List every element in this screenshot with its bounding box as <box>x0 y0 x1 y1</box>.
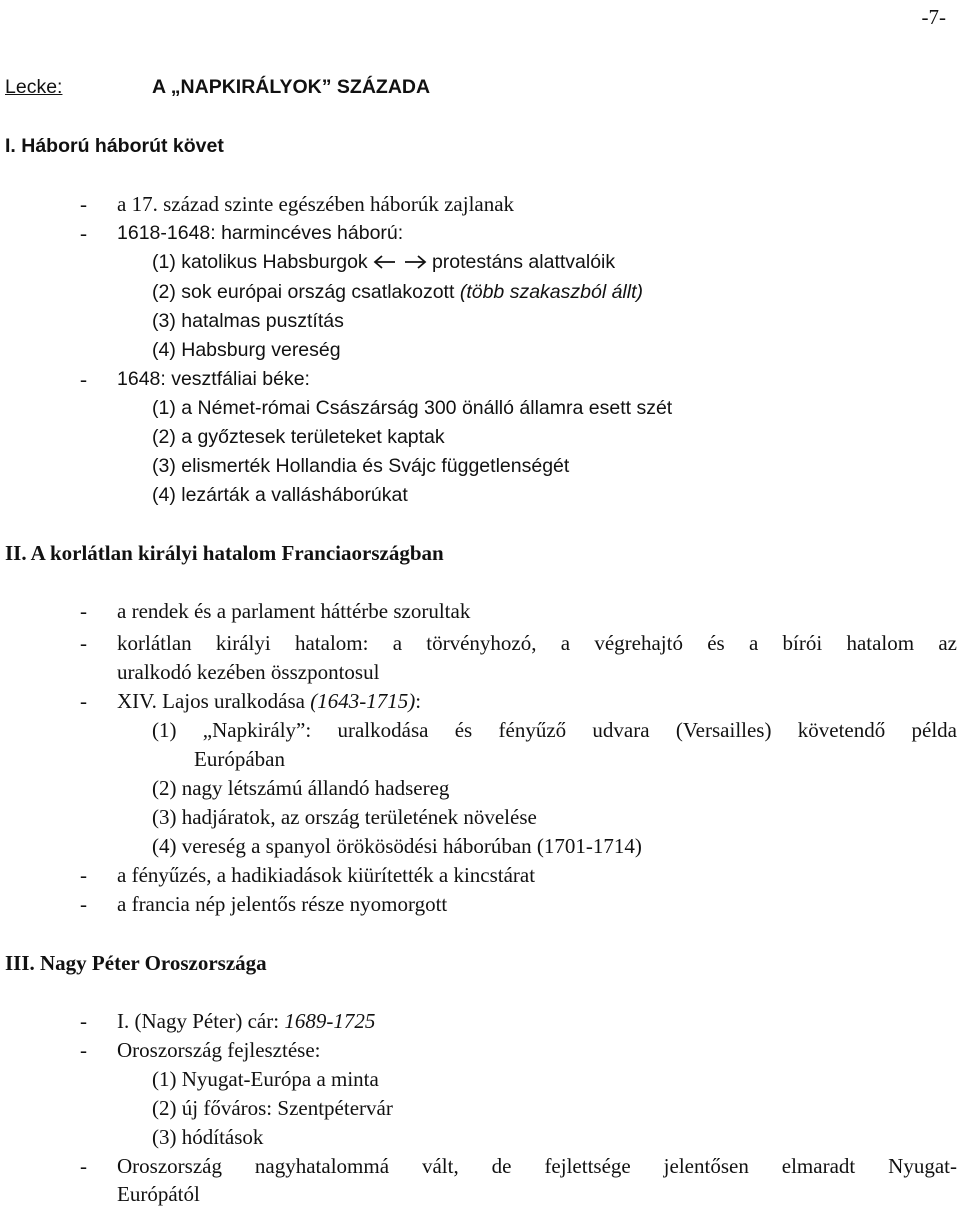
left-arrow-icon <box>373 255 397 269</box>
bullet-text: a 17. század szinte egészében háborúk zajlanak <box>117 192 515 216</box>
list-item: (1) a Német-római Császárság 300 önálló államra esett szét <box>152 397 673 419</box>
list-item: (3) hódítások <box>152 1125 264 1149</box>
right-arrow-icon <box>403 255 427 269</box>
list-item: (2) új főváros: Szentpétervár <box>152 1096 393 1120</box>
list-item <box>152 249 615 275</box>
bullet-text: korlátlan királyi hatalom: a törvényhozó, a végrehajtó és a bírói hatalom az <box>117 631 957 655</box>
list-item: (2) nagy létszámú állandó hadsereg <box>152 776 450 800</box>
section-1-heading: I. Háború háborút követ <box>5 135 224 157</box>
bullet-text: 1648: vesztfáliai béke: <box>117 368 310 390</box>
section-2-heading: II. A korlátlan királyi hatalom Franciaországban <box>5 541 444 565</box>
bullet-text: a fényűzés, a hadikiadások kiürítették a kincstárat <box>117 863 536 887</box>
bullet-item: - <box>80 1154 87 1178</box>
bullet-text: Oroszország nagyhatalommá vált, de fejlettsége jelentősen elmaradt Nyugat- <box>117 1154 957 1178</box>
list-item-text: (1) katolikus Habsburgok <box>152 251 368 273</box>
lesson-title: A „NAPKIRÁLYOK” SZÁZADA <box>152 76 431 98</box>
bullet-item: - <box>80 689 87 713</box>
page-number: -7- <box>921 5 946 29</box>
list-item: (2) a győztesek területeket kaptak <box>152 426 445 448</box>
bullet-item: - <box>80 631 87 655</box>
reign-dates: (1643-1715) <box>310 689 416 713</box>
list-item: (4) vereség a spanyol örökösödési háborúban (1701-1714) <box>152 834 642 858</box>
list-item-text: protestáns alattvalóik <box>431 251 616 273</box>
list-item-note: (több szakaszból állt) <box>459 281 643 303</box>
bullet-text: a rendek és a parlament háttérbe szorultak <box>117 599 471 623</box>
bullet-text <box>117 688 421 714</box>
bullet-text <box>117 1008 375 1034</box>
bullet-item: - <box>80 367 87 391</box>
bullet-text: a francia nép jelentős része nyomorgott <box>117 892 448 916</box>
list-item: (4) lezárták a vallásháborúkat <box>152 484 408 506</box>
colon: : <box>415 689 422 713</box>
bullet-text: Oroszország fejlesztése: <box>117 1038 321 1062</box>
list-item: (4) Habsburg vereség <box>152 339 341 361</box>
bullet-text-continued: Európától <box>117 1182 200 1206</box>
list-item: (3) hatalmas pusztítás <box>152 310 344 332</box>
section-3-heading: III. Nagy Péter Oroszországa <box>5 951 267 975</box>
list-item-text: (2) sok európai ország csatlakozott <box>152 281 455 303</box>
list-item: (3) elismerték Hollandia és Svájc függetlenségét <box>152 455 570 477</box>
bullet-text-main: XIV. Lajos uralkodása <box>117 689 305 713</box>
bullet-item: - <box>80 599 87 623</box>
reign-dates: 1689-1725 <box>284 1009 376 1033</box>
bullet-item: - <box>80 892 87 916</box>
list-item <box>152 279 643 305</box>
list-item: (1) „Napkirály”: uralkodása és fényűző udvara (Versailles) követendő példa <box>152 718 957 742</box>
bullet-item: - <box>80 1038 87 1062</box>
bullet-item: - <box>80 221 87 245</box>
list-item: (1) Nyugat-Európa a minta <box>152 1067 379 1091</box>
bullet-text-main: I. (Nagy Péter) cár: <box>117 1009 280 1033</box>
bullet-text: 1618-1648: harmincéves háború: <box>117 222 404 244</box>
bullet-item: - <box>80 192 87 216</box>
list-item: (3) hadjáratok, az ország területének növelése <box>152 805 537 829</box>
bullet-text-continued: uralkodó kezében összpontosul <box>117 660 380 684</box>
list-item-continued: Európában <box>194 747 285 771</box>
bullet-item: - <box>80 863 87 887</box>
bullet-item: - <box>80 1009 87 1033</box>
lesson-label: Lecke: <box>5 76 63 98</box>
